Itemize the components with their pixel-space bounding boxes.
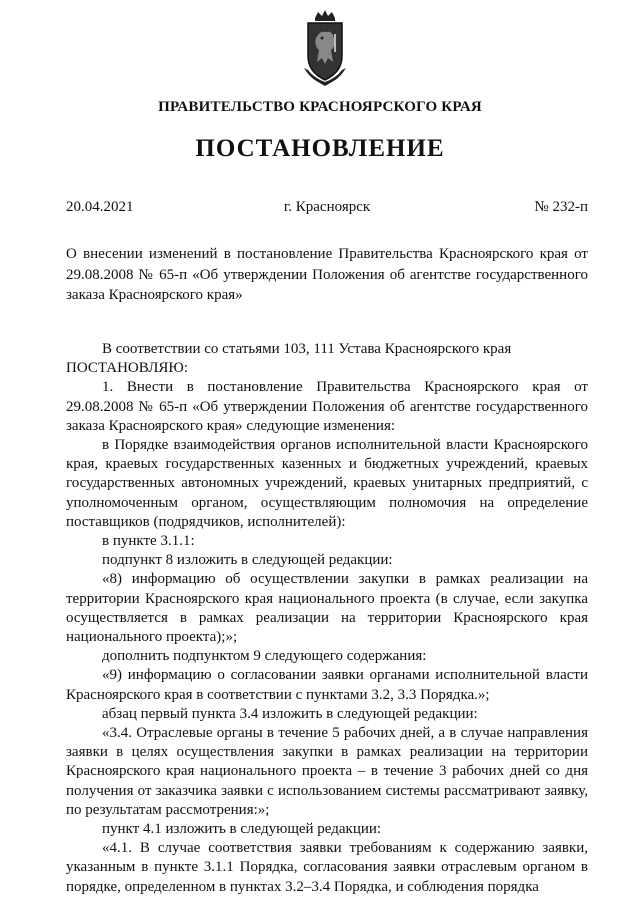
body-paragraph: 1. Внести в постановление Правительства Красноярского края от 29.08.2008 № 65-п «Об утверждении Положения об агентстве государственного заказа Красноярского края» следующие изменения: <box>66 379 588 434</box>
body-paragraph: в пункте 3.1.1: <box>102 533 195 550</box>
body-paragraph: «3.4. Отраслевые органы в течение 5 рабочих дней, а в случае направления заявки в целях осуществления закупки в рамках реализации на территории Красноярского края национального проекта – в течение 3 рабочих дней со дня получения от заказчика заявки с использованием системы рассматривают заявку, по результатам рассмотрения:»; <box>66 725 588 818</box>
coat-of-arms-icon <box>298 8 352 88</box>
body-paragraph: «4.1. В случае соответствия заявки требованиям к содержанию заявки, указанным в пункте 3.1.1 Порядка, согласования заявки отраслевым органом в порядке, определенном в пунктах 3.2–3.4 Порядка, и соблюдения порядка <box>66 840 588 895</box>
document-subject: О внесении изменений в постановление Правительства Красноярского края от 29.08.2008 № 65-п «Об утверждении Положения об агентстве государственного заказа Красноярского края» <box>66 246 588 303</box>
body-paragraph: пункт 4.1 изложить в следующей редакции: <box>102 821 382 838</box>
body-paragraph: В соответствии со статьями 103, 111 Устава Красноярского края <box>102 341 512 357</box>
document-type: ПОСТАНОВЛЕНИЕ <box>195 135 445 162</box>
body-paragraph: абзац первый пункта 3.4 изложить в следующей редакции: <box>102 705 478 722</box>
body-paragraph: подпункт 8 изложить в следующей редакции: <box>102 552 393 569</box>
government-title: ПРАВИТЕЛЬСТВО КРАСНОЯРСКОГО КРАЯ <box>158 99 482 115</box>
document-meta <box>66 199 588 219</box>
body-paragraph: дополнить подпунктом 9 следующего содержания: <box>102 648 427 665</box>
document-number: № 232-п <box>534 199 588 215</box>
body-paragraph: ПОСТАНОВЛЯЮ: <box>66 360 188 377</box>
document-body <box>66 340 588 897</box>
body-paragraph: «9) информацию о согласовании заявки органами исполнительной власти Красноярского края в соответствии с пунктами 3.2, 3.3 Порядка.»; <box>66 667 588 703</box>
document-date: 20.04.2021 <box>66 199 134 215</box>
body-paragraph: в Порядке взаимодействия органов исполнительной власти Красноярского края, краевых государственных казенных и бюджетных учреждений, краевых государственных автономных учреждений, краевых унитарных предприятий, с уполномоченным органом, осуществляющим полномочия на определение поставщиков (подрядчиков, исполнителей): <box>66 437 588 530</box>
document-city: г. Красноярск <box>283 199 371 215</box>
body-paragraph: «8) информацию об осуществлении закупки в рамках реализации на территории Красноярского края национального проекта (в случае, если закупка осуществляется в рамках реализации на территории Красноярского края национального проекта);»; <box>66 571 588 646</box>
